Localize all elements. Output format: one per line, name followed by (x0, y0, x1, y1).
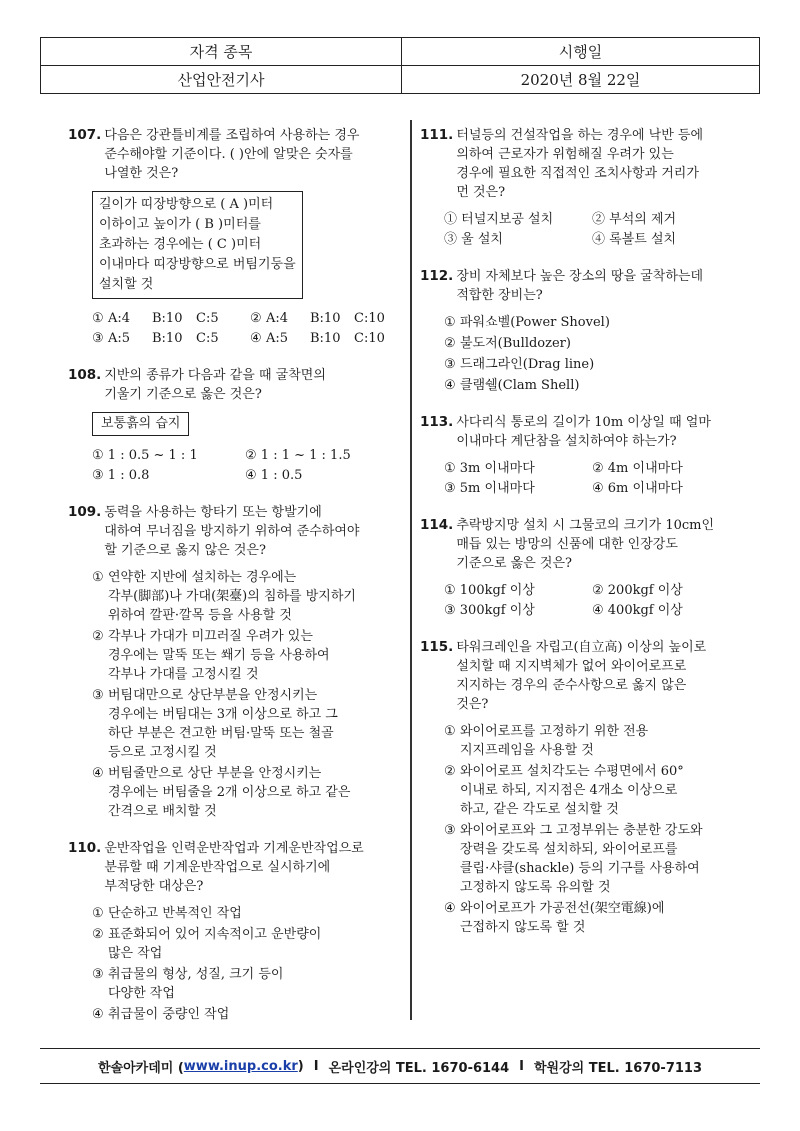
question-112 (420, 267, 740, 395)
condition-box: 길이가 띠장방향으로 ( A )미터 이하이고 높이가 ( B )미터를 초과하는 경우에는 ( C )미터 이내마다 띠장방향으로 버팀기둥을 설치할 것 (92, 191, 303, 299)
option-2[interactable]: ② 200kgf 이상 (592, 583, 683, 598)
option-3[interactable]: ③ 와이어로프와 그 고정부위는 충분한 강도와 장력을 갖도록 설치하되, 와이어로프를 클립·샤클(shackle) 등의 기구를 사용하여 고정하지 않도록 유의할 것 (444, 823, 703, 895)
question-110 (68, 839, 398, 1024)
option-3[interactable]: ③ 1 : 0.8 (92, 468, 150, 483)
footer-separator: I (519, 1058, 524, 1074)
option-1[interactable]: ① 와이어로프를 고정하기 위한 전용 지지프레임을 사용할 것 (444, 724, 649, 758)
option-1[interactable]: ① 터널지보공 설치 (444, 212, 554, 227)
date-label: 시행일 (401, 38, 759, 65)
option-3[interactable]: ③ 300kgf 이상 (444, 603, 535, 618)
question-115 (420, 638, 740, 937)
option-4[interactable]: ④ 버팀줄만으로 상단 부분을 안정시키는 경우에는 버팀줄을 2개 이상으로 하고 같은 간격으로 배치할 것 (92, 766, 351, 819)
option-4[interactable]: ④ 6m 이내마다 (592, 481, 683, 496)
option-3[interactable]: ③ 취급물의 형상, 성질, 크기 등이 다양한 작업 (92, 967, 284, 1001)
option-2[interactable]: ② 4m 이내마다 (592, 461, 683, 476)
question-number: 109. (68, 504, 102, 520)
option-3[interactable]: ③ 5m 이내마다 (444, 481, 535, 496)
column-divider (410, 120, 412, 1020)
subject-value: 산업안전기사 (177, 71, 265, 89)
academy-name: 한솔아카데미 ( (97, 1060, 184, 1076)
option-4[interactable]: ④ 1 : 0.5 (245, 468, 303, 483)
left-column (68, 126, 398, 1042)
footer-separator: I (313, 1058, 319, 1074)
option-1[interactable]: ① 100kgf 이상 (444, 583, 535, 598)
option-2[interactable]: ② 부석의 제거 (592, 212, 677, 227)
question-number: 108. (68, 367, 102, 383)
question-number: 114. (420, 517, 454, 533)
question-114 (420, 516, 740, 620)
option-4[interactable]: ④ 클램쉘(Clam Shell) (444, 378, 580, 393)
option-3[interactable]: ③ 버팀대만으로 상단부분을 안정시키는 경우에는 버팀대는 3개 이상으로 하고 그 하단 부분은 견고한 버팀·말뚝 또는 철골 등으로 고정시킬 것 (92, 688, 338, 760)
question-text: 사다리식 통로의 길이가 10m 이상일 때 얼마 이내마다 계단참을 설치하여야 하는가? (456, 415, 711, 449)
question-number: 115. (420, 639, 454, 655)
option-1[interactable]: ① A:4 B:10 C:5 (92, 311, 219, 326)
question-text: 추락방지망 설치 시 그물코의 크기가 10cm인 매듭 있는 방망의 신품에 대한 인장강도 기준으로 옳은 것은? (456, 518, 715, 571)
online-phone: 온라인강의 TEL. 1670-6144 (328, 1060, 510, 1076)
question-109 (68, 503, 398, 821)
question-number: 111. (420, 127, 454, 143)
option-2[interactable]: ② 1 : 1 ~ 1 : 1.5 (245, 448, 351, 463)
option-1[interactable]: ① 연약한 지반에 설치하는 경우에는 각부(脚部)나 가대(架臺)의 침하를 방지하기 위하여 깔판·깔목 등을 사용할 것 (92, 570, 356, 623)
question-number: 107. (68, 127, 102, 143)
right-column (420, 126, 740, 955)
header-value-row (41, 65, 759, 93)
option-4[interactable]: ④ 록볼트 설치 (592, 232, 677, 247)
option-1[interactable]: ① 3m 이내마다 (444, 461, 535, 476)
question-text: 동력을 사용하는 항타기 또는 항발기에 대하여 무너짐을 방지하기 위하여 준수하여야 할 기준으로 옳지 않은 것은? (104, 505, 360, 558)
question-number: 110. (68, 840, 102, 856)
option-4[interactable]: ④ A:5 B:10 C:10 (250, 331, 385, 346)
date-value: 2020년 8월 22일 (401, 66, 759, 93)
academy-link[interactable]: www.inup.co.kr (183, 1058, 298, 1074)
option-3[interactable]: ③ A:5 B:10 C:5 (92, 331, 219, 346)
option-1[interactable]: ① 파워쇼벨(Power Shovel) (444, 315, 610, 330)
condition-box: 보통흙의 습지 (92, 412, 189, 436)
question-text: 장비 자체보다 높은 장소의 땅을 굴착하는데 적합한 장비는? (456, 269, 704, 303)
question-111 (420, 126, 740, 249)
header-label-row (41, 38, 759, 65)
option-1[interactable]: ① 1 : 0.5 ~ 1 : 1 (92, 448, 198, 463)
option-1[interactable]: ① 단순하고 반복적인 작업 (92, 906, 242, 921)
option-2[interactable]: ② A:4 B:10 C:10 (250, 311, 385, 326)
option-2[interactable]: ② 와이어로프 설치각도는 수평면에서 60° 이내로 하되, 지지점은 4개소 이상으로 하고, 같은 각도로 설치할 것 (444, 764, 684, 817)
subject-label: 자격 종목 (189, 43, 253, 61)
offline-phone: 학원강의 TEL. 1670-7113 (534, 1060, 703, 1076)
question-text: 타워크레인을 자립고(自立高) 이상의 높이로 설치할 때 지지벽체가 없어 와이어로프로 지지하는 경우의 준수사항으로 옳지 않은 것은? (456, 640, 707, 712)
option-3[interactable]: ③ 드래그라인(Drag line) (444, 357, 595, 372)
question-number: 113. (420, 414, 454, 430)
option-2[interactable]: ② 불도저(Bulldozer) (444, 336, 571, 351)
question-text: 운반작업을 인력운반작업과 기계운반작업으로 분류할 때 기계운반작업으로 실시하기에 부적당한 대상은? (104, 841, 364, 894)
question-number: 112. (420, 268, 454, 284)
exam-header-table (40, 37, 760, 94)
question-108 (68, 366, 398, 485)
question-text: 다음은 강관틀비계를 조립하여 사용하는 경우 준수해야할 기준이다. ( )안에 알맞은 숫자를 나열한 것은? (104, 128, 360, 181)
question-107 (68, 126, 398, 348)
question-text: 터널등의 건설작업을 하는 경우에 낙반 등에 의하여 근로자가 위험해질 우려가 있는 경우에 필요한 직접적인 조치사항과 거리가 먼 것은? (456, 128, 704, 200)
question-113 (420, 413, 740, 498)
option-4[interactable]: ④ 취급물이 중량인 작업 (92, 1007, 230, 1022)
option-4[interactable]: ④ 와이어로프가 가공전선(架空電線)에 근접하지 않도록 할 것 (444, 901, 665, 935)
option-2[interactable]: ② 표준화되어 있어 지속적이고 운반량이 많은 작업 (92, 927, 322, 961)
page-footer: 한솔아카데미 ( www.inup.co.kr ) I 온라인강의 TEL. 1670-6144 I 학원강의 TEL. 1670-7113 (40, 1048, 760, 1084)
option-4[interactable]: ④ 400kgf 이상 (592, 603, 683, 618)
question-text: 지반의 종류가 다음과 같을 때 굴착면의 기울기 기준으로 옳은 것은? (104, 368, 326, 402)
option-2[interactable]: ② 각부나 가대가 미끄러질 우려가 있는 경우에는 말뚝 또는 쐐기 등을 사용하여 각부나 가대를 고정시킬 것 (92, 629, 330, 682)
option-3[interactable]: ③ 울 설치 (444, 232, 503, 247)
